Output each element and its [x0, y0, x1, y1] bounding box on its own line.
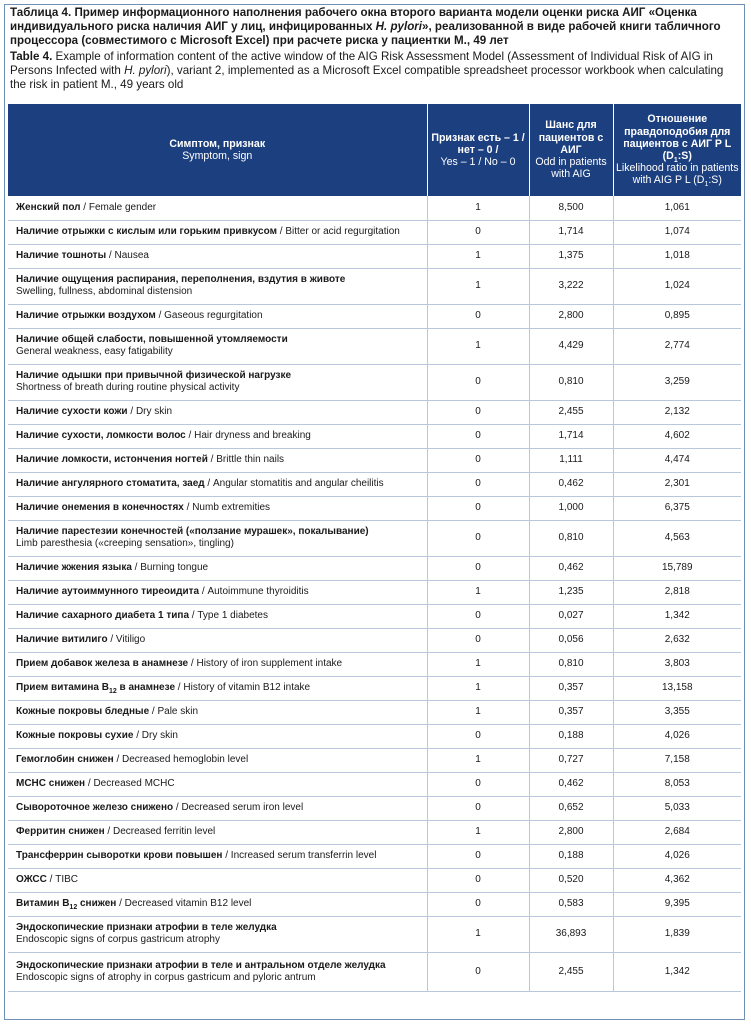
- symptom-en: Bitter or acid regurgitation: [285, 226, 400, 237]
- symptom-ru: ОЖСС: [16, 874, 47, 885]
- symptom-cell: [8, 868, 427, 892]
- likelihood-ratio-cell: 3,355: [613, 700, 741, 724]
- symptom-ru: Сывороточное железо снижено: [16, 802, 174, 813]
- odds-cell: 1,111: [529, 448, 613, 472]
- odds-cell: 0,810: [529, 652, 613, 676]
- symptom-cell: [8, 328, 427, 364]
- table-row: [8, 724, 741, 748]
- symptom-ru: Гемоглобин снижен: [16, 754, 114, 765]
- symptom-en: Pale skin: [157, 706, 199, 717]
- likelihood-ratio-cell: 1,342: [613, 604, 741, 628]
- sign-present-cell: 0: [427, 400, 529, 424]
- symptom-ru-subscript: 12: [69, 904, 78, 911]
- likelihood-ratio-cell: 13,158: [613, 676, 741, 700]
- sign-present-cell: 0: [427, 604, 529, 628]
- symptom-en: Gaseous regurgitation: [164, 310, 263, 321]
- table-row: [8, 328, 741, 364]
- symptom-ru: Наличие ангулярного стоматита, заед: [16, 478, 205, 489]
- symptom-ru: МСНС снижен: [16, 778, 86, 789]
- header-odds-en: Odd in patients with AIG: [535, 156, 607, 181]
- sign-present-cell: 1: [427, 580, 529, 604]
- separator: /: [131, 562, 141, 573]
- odds-cell: 0,188: [529, 844, 613, 868]
- caption-english-text-end: ), variant 2, implemented as a Microsoft Excel compatible spreadsheet processor workbook when calculating the risk in patient M., 49 years old: [10, 64, 724, 91]
- symptom-cell: [8, 220, 427, 244]
- header-sign-present: [427, 104, 529, 196]
- symptom-en: Nausea: [114, 250, 149, 261]
- likelihood-ratio-cell: 4,026: [613, 844, 741, 868]
- likelihood-ratio-cell: 8,053: [613, 772, 741, 796]
- likelihood-ratio-cell: 6,375: [613, 496, 741, 520]
- likelihood-ratio-cell: 2,132: [613, 400, 741, 424]
- sign-present-cell: 0: [427, 520, 529, 556]
- symptom-cell: [8, 892, 427, 916]
- likelihood-ratio-cell: 3,259: [613, 364, 741, 400]
- likelihood-ratio-cell: 0,895: [613, 304, 741, 328]
- symptom-cell: [8, 244, 427, 268]
- odds-cell: 0,357: [529, 700, 613, 724]
- odds-cell: 0,027: [529, 604, 613, 628]
- odds-cell: 2,800: [529, 304, 613, 328]
- symptom-cell: [8, 580, 427, 604]
- odds-cell: 1,000: [529, 496, 613, 520]
- symptom-en: Increased serum transferrin level: [230, 850, 377, 861]
- likelihood-ratio-cell: 1,018: [613, 244, 741, 268]
- table-row: [8, 652, 741, 676]
- symptom-en: History of vitamin B12 intake: [183, 682, 311, 693]
- symptom-cell: [8, 400, 427, 424]
- odds-cell: 3,222: [529, 268, 613, 304]
- symptom-en: Decreased ferritin level: [112, 826, 216, 837]
- header-odds: [529, 104, 613, 196]
- table-row: [8, 556, 741, 580]
- odds-cell: 0,462: [529, 556, 613, 580]
- symptom-en: Burning tongue: [140, 562, 209, 573]
- sign-present-cell: 1: [427, 676, 529, 700]
- sign-present-cell: 1: [427, 196, 529, 220]
- symptom-cell: [8, 472, 427, 496]
- symptom-cell: [8, 652, 427, 676]
- likelihood-ratio-cell: 2,818: [613, 580, 741, 604]
- odds-cell: 4,429: [529, 328, 613, 364]
- table-row: [8, 844, 741, 868]
- symptom-en: Type 1 diabetes: [197, 610, 268, 621]
- caption-english-species: H. pylori: [124, 64, 167, 77]
- header-likelihood-ratio: [613, 104, 741, 196]
- separator: /: [155, 310, 165, 321]
- symptom-cell: [8, 724, 427, 748]
- odds-cell: 1,714: [529, 424, 613, 448]
- symptom-cell: [8, 496, 427, 520]
- likelihood-ratio-cell: 15,789: [613, 556, 741, 580]
- odds-cell: 0,652: [529, 796, 613, 820]
- symptom-cell: [8, 820, 427, 844]
- likelihood-ratio-cell: 4,602: [613, 424, 741, 448]
- sign-present-cell: 0: [427, 364, 529, 400]
- separator: /: [104, 826, 113, 837]
- symptom-cell: [8, 796, 427, 820]
- header-lr-ru-text-end: :S): [677, 150, 692, 162]
- table-row: [8, 364, 741, 400]
- symptom-ru: Наличие витилиго: [16, 634, 108, 645]
- separator: /: [116, 898, 125, 909]
- symptom-ru-text: Прием витамина B: [16, 682, 109, 693]
- separator: /: [80, 201, 89, 213]
- table-row: [8, 580, 741, 604]
- likelihood-ratio-cell: 2,632: [613, 628, 741, 652]
- likelihood-ratio-cell: 4,563: [613, 520, 741, 556]
- caption-english-label: Table 4.: [10, 50, 53, 63]
- sign-present-cell: 0: [427, 952, 529, 991]
- odds-cell: 0,357: [529, 676, 613, 700]
- table-row: [8, 772, 741, 796]
- symptom-cell: [8, 448, 427, 472]
- symptom-en: Decreased hemoglobin level: [122, 754, 249, 765]
- table-row: [8, 244, 741, 268]
- symptom-en: Hair dryness and breaking: [194, 430, 311, 441]
- table-row: [8, 676, 741, 700]
- odds-cell: 2,455: [529, 952, 613, 991]
- odds-cell: 1,235: [529, 580, 613, 604]
- odds-cell: 0,188: [529, 724, 613, 748]
- header-lr-en-text: Likelihood ratio in patients with AIG P L (D: [616, 162, 739, 187]
- separator: /: [189, 610, 198, 621]
- likelihood-ratio-cell: 7,158: [613, 748, 741, 772]
- table-row: [8, 520, 741, 556]
- table-captions: [10, 6, 740, 92]
- likelihood-ratio-cell: 2,684: [613, 820, 741, 844]
- symptom-en: Shortness of breath during routine physical activity: [16, 382, 240, 393]
- symptom-ru: Наличие сухости кожи: [16, 406, 128, 417]
- sign-present-cell: 1: [427, 748, 529, 772]
- separator: /: [199, 586, 208, 597]
- likelihood-ratio-cell: 1,024: [613, 268, 741, 304]
- table-row: [8, 916, 741, 952]
- separator: /: [173, 802, 182, 813]
- symptom-ru-text: Витамин B: [16, 898, 70, 909]
- symptom-ru: [16, 898, 116, 909]
- sign-present-cell: 1: [427, 244, 529, 268]
- symptom-ru: Эндоскопические признаки атрофии в теле и антральном отделе желудка: [16, 959, 386, 971]
- table-row: [8, 820, 741, 844]
- sign-present-cell: 0: [427, 220, 529, 244]
- odds-cell: 0,520: [529, 868, 613, 892]
- sign-present-cell: 0: [427, 868, 529, 892]
- odds-cell: 8,500: [529, 196, 613, 220]
- likelihood-ratio-cell: 4,026: [613, 724, 741, 748]
- likelihood-ratio-cell: 2,774: [613, 328, 741, 364]
- symptom-ru: Ферритин снижен: [16, 826, 105, 837]
- table-row: [8, 424, 741, 448]
- symptom-ru-text-end: снижен: [77, 898, 117, 909]
- symptom-en: Decreased MCHC: [93, 778, 175, 789]
- sign-present-cell: 0: [427, 424, 529, 448]
- table-row: [8, 628, 741, 652]
- table-row: [8, 868, 741, 892]
- table-header-row: [8, 104, 741, 196]
- sign-present-cell: 1: [427, 328, 529, 364]
- sign-present-cell: 0: [427, 796, 529, 820]
- table-body: [8, 196, 741, 991]
- symptom-cell: [8, 952, 427, 991]
- header-symptom-en: Symptom, sign: [182, 150, 253, 162]
- symptom-ru: Наличие парестезии конечностей («ползание мурашек», покалывание): [16, 526, 369, 537]
- symptom-cell: [8, 700, 427, 724]
- symptom-ru: Женский пол: [16, 201, 81, 213]
- symptom-en: Decreased vitamin B12 level: [124, 898, 252, 909]
- table-row: [8, 472, 741, 496]
- symptom-cell: [8, 556, 427, 580]
- symptom-en: Angular stomatitis and angular cheilitis: [212, 478, 384, 489]
- symptom-ru: Наличие сухости, ломкости волос: [16, 430, 186, 441]
- symptom-ru: [16, 682, 175, 693]
- odds-cell: 0,727: [529, 748, 613, 772]
- odds-cell: 0,462: [529, 772, 613, 796]
- symptom-en: Female gender: [88, 201, 157, 213]
- symptom-ru: Наличие онемения в конечностях: [16, 502, 184, 513]
- symptom-ru: Кожные покровы сухие: [16, 730, 134, 741]
- symptom-cell: [8, 748, 427, 772]
- symptom-en: Endoscopic signs of corpus gastricum atrophy: [16, 934, 220, 945]
- table-row: [8, 700, 741, 724]
- symptom-ru: Прием добавок железа в анамнезе: [16, 658, 189, 669]
- table-row: [8, 496, 741, 520]
- header-lr-ru-text: Отношение правдоподобия для пациентов с АИГ P L (D: [623, 113, 732, 162]
- caption-russian-label: Таблица 4.: [10, 6, 72, 19]
- separator: /: [175, 682, 184, 693]
- caption-english: [10, 50, 740, 92]
- likelihood-ratio-cell: 1,839: [613, 916, 741, 952]
- sign-present-cell: 0: [427, 448, 529, 472]
- symptom-en: General weakness, easy fatigability: [16, 346, 173, 357]
- sign-present-cell: 0: [427, 844, 529, 868]
- separator: /: [113, 754, 123, 765]
- separator: /: [185, 430, 195, 441]
- odds-cell: 36,893: [529, 916, 613, 952]
- symptom-en: Numb extremities: [192, 502, 271, 513]
- header-lr-en-text-end: :S): [708, 174, 722, 187]
- symptom-en: TIBC: [55, 874, 79, 885]
- table-row: [8, 196, 741, 220]
- table-row: [8, 604, 741, 628]
- symptom-cell: [8, 676, 427, 700]
- separator: /: [149, 706, 158, 717]
- sign-present-cell: 1: [427, 268, 529, 304]
- symptom-en: History of iron supplement intake: [196, 658, 343, 669]
- symptom-cell: [8, 268, 427, 304]
- symptom-en: Endoscopic signs of atrophy in corpus gastricum and pyloric antrum: [16, 971, 316, 983]
- risk-table: [8, 104, 741, 992]
- header-likelihood-ratio-ru: [616, 113, 740, 165]
- separator: /: [183, 502, 193, 513]
- symptom-en: Brittle thin nails: [216, 454, 285, 465]
- separator: /: [107, 634, 116, 645]
- separator: /: [133, 730, 142, 741]
- symptom-ru: Кожные покровы бледные: [16, 706, 150, 717]
- symptom-ru: Наличие общей слабости, повышенной утомляемости: [16, 334, 288, 345]
- likelihood-ratio-cell: 3,803: [613, 652, 741, 676]
- caption-russian-text-end: », реализованной в виде рабочей книги табличного процессора (совместимого с Microsoft Excel) при расчете риска у пациентки М., 49 лет: [10, 20, 721, 47]
- odds-cell: 2,455: [529, 400, 613, 424]
- separator: /: [188, 658, 197, 669]
- symptom-en: Swelling, fullness, abdominal distension: [16, 286, 193, 297]
- symptom-cell: [8, 772, 427, 796]
- symptom-cell: [8, 304, 427, 328]
- likelihood-ratio-cell: 1,061: [613, 196, 741, 220]
- symptom-ru: Наличие тошноты: [16, 250, 107, 261]
- separator: /: [276, 226, 286, 237]
- header-odds-ru: Шанс для пациентов с АИГ: [538, 119, 604, 156]
- header-symptom: [8, 104, 427, 196]
- symptom-ru: Наличие сахарного диабета 1 типа: [16, 610, 190, 621]
- symptom-cell: [8, 628, 427, 652]
- symptom-cell: [8, 196, 427, 220]
- separator: /: [222, 850, 231, 861]
- symptom-ru: Трансферрин сыворотки крови повышен: [16, 850, 223, 861]
- sign-present-cell: 1: [427, 820, 529, 844]
- likelihood-ratio-cell: 1,074: [613, 220, 741, 244]
- odds-cell: 0,056: [529, 628, 613, 652]
- symptom-en: Limb paresthesia («creeping sensation», tingling): [16, 538, 234, 549]
- symptom-cell: [8, 424, 427, 448]
- table-row: [8, 748, 741, 772]
- table-row: [8, 220, 741, 244]
- odds-cell: 0,810: [529, 520, 613, 556]
- symptom-en: Dry skin: [135, 406, 173, 417]
- sign-present-cell: 0: [427, 772, 529, 796]
- header-lr-ru-subscript: 1: [673, 157, 678, 165]
- sign-present-cell: 0: [427, 724, 529, 748]
- likelihood-ratio-cell: 9,395: [613, 892, 741, 916]
- separator: /: [46, 874, 56, 885]
- symptom-cell: [8, 364, 427, 400]
- table-row: [8, 796, 741, 820]
- likelihood-ratio-cell: 1,342: [613, 952, 741, 991]
- header-sign-present-ru: Признак есть – 1 / нет – 0 /: [431, 131, 525, 156]
- separator: /: [127, 406, 136, 417]
- sign-present-cell: 0: [427, 556, 529, 580]
- sign-present-cell: 0: [427, 892, 529, 916]
- likelihood-ratio-cell: 4,474: [613, 448, 741, 472]
- odds-cell: 1,714: [529, 220, 613, 244]
- odds-cell: 1,375: [529, 244, 613, 268]
- header-sign-present-en: Yes – 1 / No – 0: [440, 156, 516, 169]
- likelihood-ratio-cell: 5,033: [613, 796, 741, 820]
- symptom-en: Autoimmune thyroiditis: [207, 586, 309, 597]
- symptom-cell: [8, 520, 427, 556]
- symptom-cell: [8, 844, 427, 868]
- header-likelihood-ratio-en: [616, 162, 740, 189]
- odds-cell: 2,800: [529, 820, 613, 844]
- symptom-ru: Наличие ощущения распирания, переполнения, вздутия в животе: [16, 274, 346, 285]
- caption-russian-text: Пример информационного наполнения рабочего окна второго варианта модели оценки риска АИГ «Оценка индивидуального риска наличия АИГ у лиц, инфицированных: [10, 6, 697, 33]
- caption-russian: [10, 6, 740, 48]
- sign-present-cell: 0: [427, 304, 529, 328]
- sign-present-cell: 1: [427, 916, 529, 952]
- symptom-en: Vitiligo: [115, 634, 146, 645]
- symptom-en: Decreased serum iron level: [181, 802, 304, 813]
- sign-present-cell: 0: [427, 628, 529, 652]
- caption-russian-species: H. pylori: [375, 20, 423, 33]
- separator: /: [207, 454, 217, 465]
- separator: /: [106, 250, 115, 261]
- odds-cell: 0,810: [529, 364, 613, 400]
- sign-present-cell: 0: [427, 472, 529, 496]
- caption-english-text: Example of information content of the active window of the AIG Risk Assessment Model (Assessment of Individual Risk of AIG in Persons Infected with: [10, 50, 713, 77]
- symptom-ru: Наличие аутоиммунного тиреоидита: [16, 586, 200, 597]
- header-symptom-ru: Симптом, признак: [169, 137, 266, 150]
- header-lr-en-subscript: 1: [704, 181, 709, 189]
- separator: /: [85, 778, 94, 789]
- symptom-cell: [8, 916, 427, 952]
- sign-present-cell: 1: [427, 700, 529, 724]
- symptom-ru: Наличие отрыжки с кислым или горьким привкусом: [16, 226, 277, 237]
- symptom-en: Dry skin: [141, 730, 178, 741]
- symptom-ru: Наличие отрыжки воздухом: [16, 310, 156, 321]
- sign-present-cell: 0: [427, 496, 529, 520]
- separator: /: [204, 478, 213, 489]
- symptom-ru-text-end: в анамнезе: [116, 682, 176, 693]
- symptom-ru: Наличие одышки при привычной физической нагрузке: [16, 370, 292, 381]
- table-row: [8, 448, 741, 472]
- table-row: [8, 952, 741, 991]
- table-row: [8, 268, 741, 304]
- likelihood-ratio-cell: 2,301: [613, 472, 741, 496]
- odds-cell: 0,583: [529, 892, 613, 916]
- symptom-ru-subscript: 12: [108, 688, 117, 695]
- symptom-ru: Эндоскопические признаки атрофии в теле желудка: [16, 922, 277, 933]
- sign-present-cell: 1: [427, 652, 529, 676]
- table-row: [8, 400, 741, 424]
- likelihood-ratio-cell: 4,362: [613, 868, 741, 892]
- table-row: [8, 304, 741, 328]
- symptom-ru: Наличие ломкости, истончения ногтей: [16, 454, 208, 465]
- table-row: [8, 892, 741, 916]
- symptom-cell: [8, 604, 427, 628]
- odds-cell: 0,462: [529, 472, 613, 496]
- symptom-ru: Наличие жжения языка: [16, 562, 132, 573]
